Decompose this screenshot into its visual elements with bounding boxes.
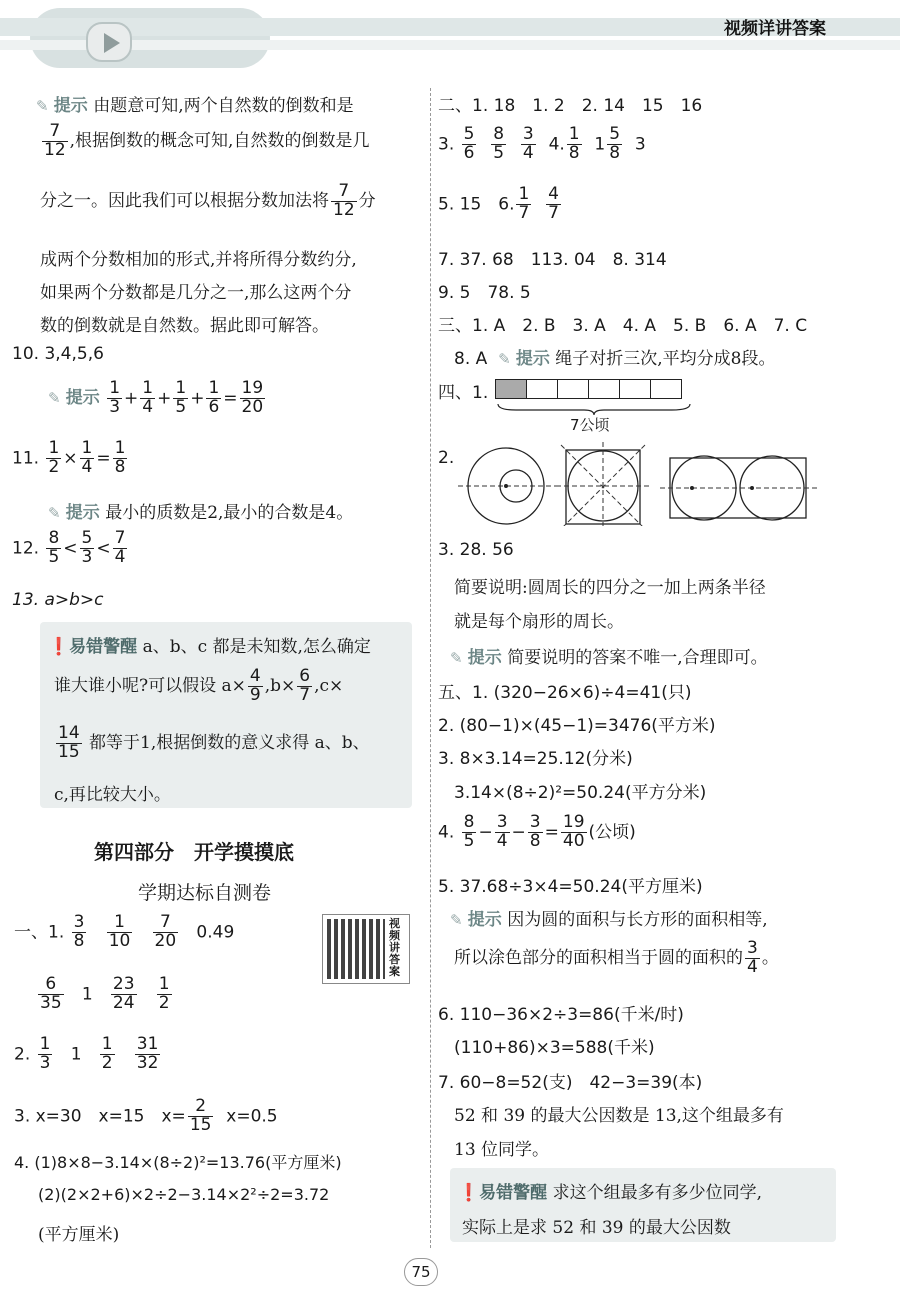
answer-r5-2: 2. (80−1)×(45−1)=3476(平方米) — [438, 716, 716, 736]
answer-r7b: 52 和 39 的最大公因数是 13,这个组最多有 — [454, 1106, 784, 1126]
hint-r5-cont: 所以涂色部分的面积相当于圆的面积的 $\frac{3}{4}$ 。 — [454, 938, 779, 977]
warning-line: 实际上是求 52 和 39 的最大公因数 — [462, 1218, 731, 1238]
answer-r6a: 6. 110−36×2÷3=86(千米/时) — [438, 1005, 684, 1025]
answer-r3b: 3. 28. 56 — [438, 540, 514, 560]
answer-r3: 3. $\frac{5}{6}$ $\frac{8}{5}$ $\frac{3}{4}$ 4. $\frac{1}{8}$ 1 $\frac{5}{8}$ 3 — [438, 124, 646, 163]
answer-r7c: 13 位同学。 — [454, 1140, 550, 1160]
strip-label: 7公顷 — [570, 416, 610, 434]
answer-s1-q4-3: (平方厘米) — [38, 1225, 120, 1245]
warning-line: c,再比较大小。 — [54, 785, 171, 805]
hint-expl: ✎ 提示 简要说明的答案不唯一,合理即可。 — [450, 643, 768, 668]
answer-r-s4-2: 2. — [438, 448, 455, 468]
answer-r8: 8. A ✎ 提示 绳子对折三次,平均分成8段。 — [454, 344, 776, 369]
answer-s1-q4-1: 4. (1)8×8−3.14×(8÷2)²=13.76(平方厘米) — [14, 1153, 342, 1172]
answer-r5: 5. 15 6. $\frac{1}{7}$ $\frac{4}{7}$ — [438, 184, 559, 223]
warning-line: ❗易错警醒 求这个组最多有多少位同学, — [458, 1183, 762, 1203]
column-divider — [430, 88, 431, 1248]
qr-label: 视频讲答案 — [389, 917, 400, 978]
explanation-line: 简要说明:圆周长的四分之一加上两条半径 — [454, 578, 766, 598]
answer-r7: 7. 37. 68 113. 04 8. 314 — [438, 250, 667, 270]
answer-r5-5: 5. 37.68÷3×4=50.24(平方厘米) — [438, 877, 703, 897]
answer-r5-3b: 3.14×(8÷2)²=50.24(平方分米) — [454, 783, 707, 803]
header-title: 视频详讲答案 — [724, 19, 826, 39]
hint-q11: ✎ 提示 最小的质数是2,最小的合数是4。 — [48, 498, 353, 523]
hint-line: 成两个分数相加的形式,并将所得分数约分, — [40, 250, 357, 270]
play-video-icon — [86, 22, 132, 62]
answer-s1-q3: 3. x=30 x=15 x= $\frac{2}{15}$ x=0.5 — [14, 1096, 278, 1135]
answer-r5-4: 4. $\frac{8}{5}$ − $\frac{3}{4}$ − $\frac{3}{8}$ = $\frac{19}{40}$ (公顷) — [438, 812, 636, 851]
page-number: 75 — [404, 1258, 438, 1286]
answer-r-s5: 五、1. (320−26×6)÷4=41(只) — [438, 683, 692, 703]
answer-r5-3a: 3. 8×3.14=25.12(分米) — [438, 749, 633, 769]
header-banner — [0, 0, 900, 82]
hint-line: 数的倒数就是自然数。据此即可解答。 — [40, 316, 329, 336]
strip-diagram — [496, 378, 682, 400]
answer-r-s3: 三、1. A 2. B 3. A 4. A 5. B 6. A 7. C — [438, 316, 808, 336]
qr-code[interactable] — [322, 914, 410, 984]
answer-r7a: 7. 60−8=52(支) 42−3=39(本) — [438, 1073, 703, 1093]
answer-s1-q1-cont: $\frac{6}{35}$ 1 $\frac{23}{24}$ $\frac{1}{2}$ — [40, 974, 170, 1013]
warning-line: 谁大谁小呢?可以假设 a× $\frac{4}{9}$ ,b× $\frac{6}{7}$ ,c× — [54, 666, 344, 705]
hint-line: 分之一。因此我们可以根据分数加法将 $\frac{7}{12}$ 分 — [40, 181, 376, 220]
hint-line: ✎ 提示 由题意可知,两个自然数的倒数和是 — [36, 91, 354, 116]
answer-r2: 二、1. 18 1. 2 2. 14 15 16 — [438, 96, 703, 116]
answer-q13: 13. a>b>c — [12, 590, 104, 610]
answer-q12: 12. $\frac{8}{5}$ < $\frac{5}{3}$ < $\frac{7}{4}$ — [12, 528, 126, 567]
answer-q11: 11. $\frac{1}{2}$ × $\frac{1}{4}$ = $\frac{1}{8}$ — [12, 438, 126, 477]
answer-s1-q4-2: (2)(2×2+6)×2÷2−3.14×2²÷2=3.72 — [38, 1185, 330, 1204]
warning-line: ❗易错警醒 a、b、c 都是未知数,怎么确定 — [48, 637, 371, 657]
answer-r9: 9. 5 78. 5 — [438, 283, 531, 303]
hint-q10: ✎ 提示 $\frac{1}{3}$ + $\frac{1}{4}$ + $\frac{1}{5}$ + $\frac{1}{6}$ = $\frac{19}{20}$ — [48, 380, 267, 417]
explanation-line: 就是每个扇形的周长。 — [454, 612, 624, 632]
hint-r5: ✎ 提示 因为圆的面积与长方形的面积相等, — [450, 905, 768, 930]
section-title: 第四部分 开学摸摸底 — [94, 840, 294, 864]
qr-code-image — [327, 919, 385, 979]
hint-line: $\frac{7}{12}$ ,根据倒数的概念可知,自然数的倒数是几 — [44, 121, 370, 160]
answer-r-s4: 四、1. — [438, 383, 489, 403]
geometry-figures — [456, 442, 856, 526]
answer-q10: 10. 3,4,5,6 — [12, 344, 104, 364]
hint-line: 如果两个分数都是几分之一,那么这两个分 — [40, 283, 352, 303]
answer-s1-q2: 2. $\frac{1}{3}$ 1 $\frac{1}{2}$ $\frac{31}{32}$ — [14, 1034, 159, 1073]
answer-s1-q1: 一、1. $\frac{3}{8}$ $\frac{1}{10}$ $\frac{7}{20}$ 0.49 — [14, 912, 235, 951]
subsection-title: 学期达标自测卷 — [138, 882, 272, 904]
warning-line: $\frac{14}{15}$ 都等于1,根据倒数的意义求得 a、b、 — [58, 723, 370, 762]
answer-r6b: (110+86)×3=588(千米) — [454, 1038, 655, 1058]
